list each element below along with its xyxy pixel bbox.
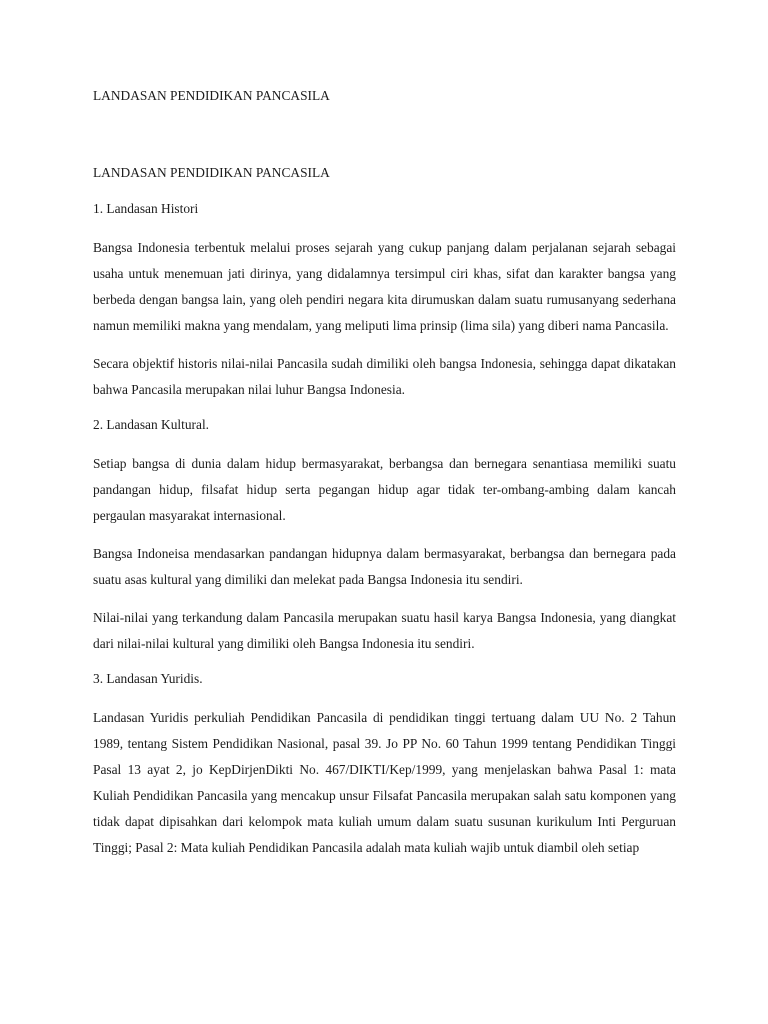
document-title: LANDASAN PENDIDIKAN PANCASILA [93,88,330,103]
section-heading: 2. Landasan Kultural. [93,417,210,432]
section-heading: 1. Landasan Histori [93,201,199,216]
section-heading: 3. Landasan Yuridis. [93,671,203,686]
section-histori [93,199,676,403]
paragraph: Bangsa Indonesia terbentuk melalui proses sejarah yang cukup panjang dalam perjalanan sejarah sebagai usaha untuk menemuan jati dirinya, yang didalamnya tersimpul ciri khas, sifat dan karakter bangsa yang berbeda dengan bangsa lain, yang oleh pendiri negara kita dirumuskan dalam suatu rumusanyang sederhana namun memiliki makna yang mendalam, yang meliputi lima prinsip (lima sila) yang diberi nama Pancasila. [93,240,676,333]
paragraph: Setiap bangsa di dunia dalam hidup bermasyarakat, berbangsa dan bernegara senantiasa memiliki suatu pandangan hidup, filsafat hidup serta pegangan hidup agar tidak ter-ombang-ambing dalam kancah pergaulan masyarakat internasional. [93,456,676,523]
paragraph: Nilai-nilai yang terkandung dalam Pancasila merupakan suatu hasil karya Bangsa Indonesia, yang diangkat dari nilai-nilai kultural yang dimiliki oleh Bangsa Indonesia itu sendiri. [93,610,676,651]
document-subtitle: LANDASAN PENDIDIKAN PANCASILA [93,165,330,180]
paragraph: Bangsa Indoneisa mendasarkan pandangan hidupnya dalam bermasyarakat, berbangsa dan bernegara pada suatu asas kultural yang dimiliki dan melekat pada Bangsa Indonesia itu sendiri. [93,546,676,587]
paragraph: Secara objektif historis nilai-nilai Pancasila sudah dimiliki oleh bangsa Indonesia, sehingga dapat dikatakan bahwa Pancasila merupakan nilai luhur Bangsa Indonesia. [93,356,676,397]
paragraph: Landasan Yuridis perkuliah Pendidikan Pancasila di pendidikan tinggi tertuang dalam UU No. 2 Tahun 1989, tentang Sistem Pendidikan Nasional, pasal 39. Jo PP No. 60 Tahun 1999 tentang Pendidikan Tinggi Pasal 13 ayat 2, jo KepDirjenDikti No. 467/DIKTI/Kep/1999, yang menjelaskan bahwa Pasal 1: mata Kuliah Pendidikan Pancasila yang mencakup unsur Filsafat Pancasila merupakan salah satu komponen yang tidak dapat dipisahkan dari kelompok mata kuliah umum dalam suatu susunan kurikulum Inti Perguruan Tinggi; Pasal 2: Mata kuliah Pendidikan Pancasila adalah mata kuliah wajib untuk diambil oleh setiap [93,710,676,855]
section-yuridis [93,669,676,861]
section-kultural [93,415,676,657]
document-page [93,86,676,873]
